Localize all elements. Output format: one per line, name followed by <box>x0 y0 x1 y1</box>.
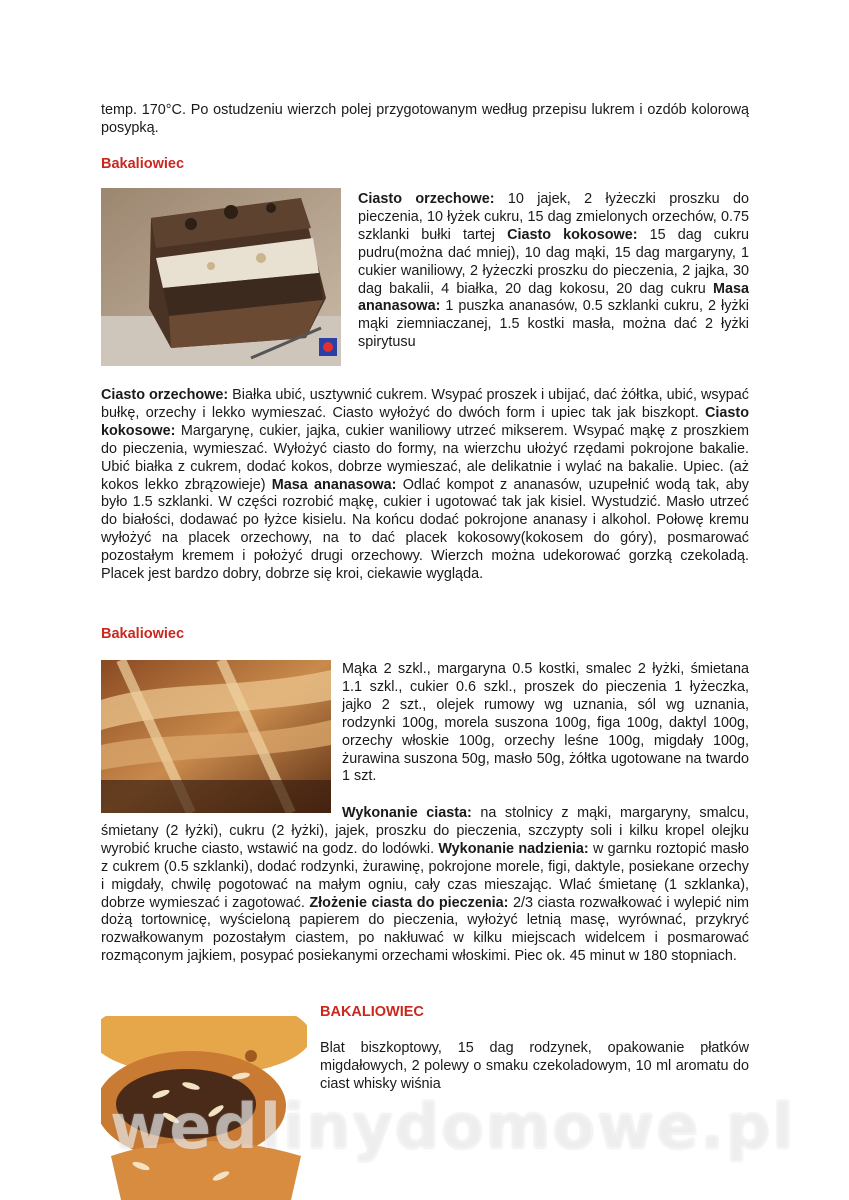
site-watermark: wedlinydomowe.pl <box>110 1090 796 1163</box>
recipe1-photo <box>101 188 341 366</box>
method-text-ananasowa: Odlać kompot z ananasów, uzupełnić wodą tak, aby było 1.5 szklanki. W części rozrobić mąkę, cukier i ugotować tak jak kisiel. Wystudzić. Masło utrzeć do białości, dodawać po łyżce kisielu. Na końcu dodać pokrojone ananasy i alkohol. Połowę kremu wyłożyć na placek orzechowy, na to dać placek kokosowy(kokosem do góry), posmarować pozostałym kremem i położyć drugi orzechowy. Wierzch można udekorować gorzką czekoladą. Placek jest bardzo dobry, dobrze się kroi, ciekawie wygląda. <box>101 476 749 583</box>
text-masa-ananasowa: 1 puszka ananasów, 0.5 szklanki cukru, 2 łyżki mąki ziemniaczanej, 1.5 kostki masła, można dać 2 łyżki spirytusu <box>358 298 749 351</box>
label-masa-ananasowa: Masa ananasowa: <box>358 280 749 315</box>
text-ciasto-kokosowe: 15 dag cukru pudru(można dać mniej), 10 dag mąki, 15 dag margaryny, 1 cukier waniliowy, 2 łyżeczki proszku do pieczenia, 2 jajka, 30 dag bakalii, 4 białka, 20 dag kokosu, 20 dag cukru <box>358 226 749 297</box>
text-wykonanie-ciasta: na stolnicy z mąki, margaryny, smalcu, śmietany (2 łyżki), cukru (2 łyżki), jajek, proszku do pieczenia, szczypty soli i kilku kropel olejku wyrobić kruche ciasto, wstawić na godz. do lodówki. <box>101 805 749 857</box>
method-text-orzechowe: Białka ubić, usztywnić cukrem. Wsypać proszek i ubijać, dać żółtka, ubić, wsypać bułkę, orzechy i lekko wymieszać. Ciasto wyłożyć do dwóch form i upiec tak jak biszkopt. <box>101 387 749 421</box>
recipe3-title: BAKALIOWIEC <box>320 1004 424 1020</box>
label-ciasto-kokosowe: Ciasto kokosowe: <box>507 226 638 243</box>
layer-cake-image <box>101 188 341 366</box>
method-label-orzechowe: Ciasto orzechowe: <box>101 387 229 403</box>
recipe2-ingredients: Mąka 2 szkl., margaryna 0.5 kostki, smalec 2 łyżki, śmietana 1.1 szkl., cukier 0.6 szkl., proszek do pieczenia 1 łyżeczka, jajko 2 szt., olejek rumowy wg uznania, sól wg uznania, rodzynki 100g, morela suszona 100g, figa 100g, daktyl 100g, orzechy włoskie 100g, orzechy leśne 100g, migdały 100g, żurawina suszona 50g, masło 50g, żółtka ugotowane na twardo 1 szt. <box>342 661 749 785</box>
method-text-kokosowe: Margarynę, cukier, jajka, cukier waniliowy utrzeć mikserem. Wsypać mąkę z proszkiem do pieczenia, wymieszać. Wyłożyć ciasto do formy, na wierzchu ułożyć rzędami pokrojone bakalie. Ubić białka z cukrem, dodać kokos, dobrze wymieszać, ale delikatnie i wylać na bakalie. Upiec. (aż kokos lekko zbrązowieje) <box>101 422 749 493</box>
text-wykonanie-nadzienia: w garnku roztopić masło z cukrem (0.5 szklanki), dodać rodzynki, żurawinę, pokrojone morele, figi, daktyle, posiekane orzechy i migdały, chwilę pogotować na małym ogniu, cały czas mieszając. Wlać śmietanę (1 szklanka), dobrze wymieszać i zagotować. <box>101 840 749 911</box>
recipe1-ingredients <box>358 191 749 352</box>
recipe1-method <box>101 387 749 584</box>
method-label-kokosowe: Ciasto kokosowe: <box>101 404 749 439</box>
recipe3-photo <box>101 1016 307 1200</box>
label-wykonanie-nadzienia: Wykonanie nadzienia: <box>438 840 589 857</box>
lattice-cake-image <box>101 660 331 813</box>
recipe2-photo <box>101 660 331 813</box>
method-label-ananasowa: Masa ananasowa: <box>271 476 397 493</box>
recipe3-ingredients: Blat biszkoptowy, 15 dag rodzynek, opakowanie płatków migdałowych, 2 polewy o smaku czekoladowym, 10 ml aromatu do ciast whisky wiśnia <box>320 1040 749 1092</box>
almond-tart-image <box>101 1016 307 1200</box>
text-zlozenie-ciasta: 2/3 ciasta rozwałkować i wylepić nim dożą tortownicę, wyścieloną papierem do pieczenia, wyłożyć letnią masę, wyrównać, przykryć rozwałkowanym pozostałym ciastem, po nakłuwać w kilku miejscach widelcem i posmarować rozmąconym jajkiem, posypać posiekanymi orzechami włoskimi. Piec ok. 45 minut w 180 stopniach. <box>101 894 750 965</box>
label-ciasto-orzechowe: Ciasto orzechowe: <box>358 191 495 207</box>
recipe2-method <box>101 805 749 966</box>
recipe1-title: Bakaliowiec <box>101 156 185 172</box>
label-zlozenie-ciasta: Złożenie ciasta do pieczenia: <box>309 894 509 911</box>
intro-paragraph: temp. 170°C. Po ostudzeniu wierzch polej przygotowanym według przepisu lukrem i ozdób kolorową posypką. <box>101 102 749 136</box>
recipe2-title: Bakaliowiec <box>101 626 185 642</box>
text-ciasto-orzechowe: 10 jajek, 2 łyżeczki proszku do pieczenia, 10 łyżek cukru, 15 dag zmielonych orzechów, 0.75 szklanki bułki tartej <box>358 191 749 243</box>
label-wykonanie-ciasta: Wykonanie ciasta: <box>342 805 472 821</box>
